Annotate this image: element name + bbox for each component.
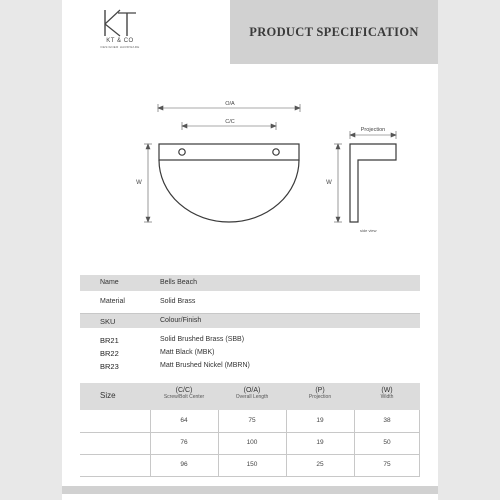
column-header-sub: Width xyxy=(380,394,394,400)
oa-label: O/A xyxy=(225,101,235,107)
divider xyxy=(80,432,420,433)
w-value: 50 xyxy=(383,439,391,446)
kt-monogram-icon xyxy=(90,8,150,38)
divider xyxy=(80,454,420,455)
p-value: 25 xyxy=(316,461,324,468)
name-label: Name xyxy=(100,279,119,286)
material-value: Solid Brass xyxy=(160,298,196,305)
logo-tagline: DESIGNER HARDWARE xyxy=(100,45,140,49)
header-title-bar xyxy=(230,0,438,64)
header-logo-area xyxy=(62,0,230,64)
column-header-cc xyxy=(150,387,218,400)
side-view-label: side view xyxy=(360,228,377,233)
size-label: Size xyxy=(100,391,116,400)
column-header-oa xyxy=(218,387,286,400)
divider xyxy=(354,410,355,476)
projection-label: Projection xyxy=(360,127,386,133)
technical-drawing xyxy=(62,64,438,264)
sku-label: SKU xyxy=(100,317,116,326)
material-row xyxy=(80,291,420,313)
footer-bar xyxy=(62,486,438,494)
brand-logo xyxy=(90,8,150,62)
material-label: Material xyxy=(100,298,125,305)
spec-sheet xyxy=(62,0,438,500)
cc-value: 76 xyxy=(180,439,188,446)
finish-desc: Matt Brushed Nickel (MBRN) xyxy=(160,362,250,369)
divider xyxy=(80,313,420,314)
column-header-main: (O/A) xyxy=(243,387,261,394)
front-width-dimension xyxy=(144,144,152,222)
divider xyxy=(419,410,420,476)
logo-wordmark: KT & CO xyxy=(106,38,134,44)
table-row xyxy=(80,410,420,432)
sku-code: BR22 xyxy=(100,349,119,358)
sku-code: BR21 xyxy=(100,336,119,345)
divider xyxy=(218,410,219,476)
divider xyxy=(150,410,151,476)
column-header-sub: Projection xyxy=(308,394,332,400)
divider xyxy=(80,476,420,477)
oa-value: 75 xyxy=(248,417,256,424)
name-value: Bells Beach xyxy=(160,279,197,286)
name-row xyxy=(80,275,420,291)
finish-row xyxy=(80,362,420,374)
column-header-w xyxy=(354,387,420,400)
sku-code: BR23 xyxy=(100,362,119,371)
size-header-row xyxy=(80,383,420,410)
p-value: 19 xyxy=(316,439,324,446)
table-row xyxy=(80,454,420,476)
cc-label: C/C xyxy=(225,119,235,125)
column-header-sub: Screw/Bolt Center xyxy=(163,394,205,400)
side-width-dimension xyxy=(334,144,342,222)
cc-value: 96 xyxy=(180,461,188,468)
finish-header: Colour/Finish xyxy=(160,317,202,324)
finish-desc: Solid Brushed Brass (SBB) xyxy=(160,336,245,343)
w-value: 38 xyxy=(383,417,391,424)
column-header-p xyxy=(286,387,354,400)
finish-row xyxy=(80,336,420,348)
finish-row xyxy=(80,349,420,361)
sku-header-row xyxy=(80,314,420,328)
p-value: 19 xyxy=(316,417,324,424)
oa-value: 100 xyxy=(246,439,258,446)
handle-front-view xyxy=(159,144,299,222)
column-header-main: (W) xyxy=(381,387,393,394)
table-row xyxy=(80,432,420,454)
column-header-sub: Overall Length xyxy=(235,394,269,400)
handle-side-view xyxy=(350,144,396,222)
w-value: 75 xyxy=(383,461,391,468)
oa-value: 150 xyxy=(246,461,258,468)
column-header-main: (C/C) xyxy=(175,387,193,394)
side-w-label: W xyxy=(326,180,332,186)
column-header-main: (P) xyxy=(315,387,325,394)
page-title: PRODUCT SPECIFICATION xyxy=(249,25,419,39)
divider xyxy=(286,410,287,476)
front-w-label: W xyxy=(136,180,142,186)
cc-value: 64 xyxy=(180,417,188,424)
finish-desc: Matt Black (MBK) xyxy=(160,349,215,356)
